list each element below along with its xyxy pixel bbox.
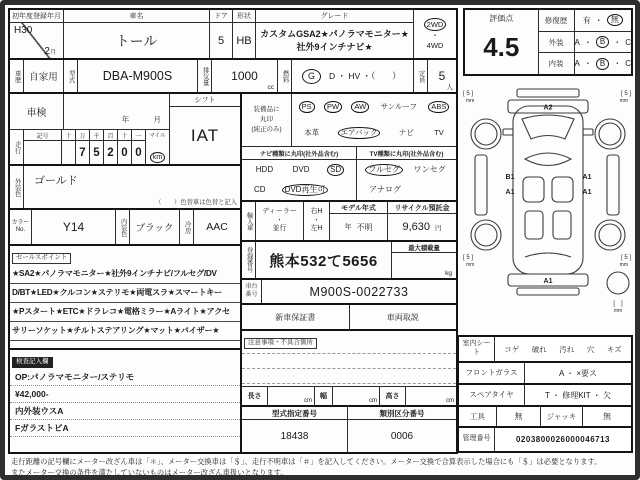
warranty-cell: 新車保証書 [242,305,350,329]
first-registration-label: 初年度登録年月 [10,10,63,23]
equipment-item-pw: PW [324,101,342,113]
condition-table [457,335,633,453]
height-unit: cm [446,398,454,404]
shape-label: 形状 [233,10,255,23]
inspector-notes-label: 検査記入欄 [12,357,53,368]
interior-grade-selected: B [596,58,609,70]
grade-c: C [625,37,631,47]
registration-block [242,242,456,280]
equipment-item-airbag: エアバック [338,127,381,139]
right-mirror [583,129,593,135]
control-number-value: 0203800026000046713 [515,435,611,444]
tv-item-analog: アナログ [369,185,401,194]
import-parallel: 並行 [272,225,287,233]
navi-item-hdd: HDD [255,165,274,174]
damage-mark-right-1: A1 [582,174,592,181]
import-lh: 左H [310,225,323,233]
grade-a: A [574,37,580,47]
navi-item-dvd-play: DVD再生可 [282,184,329,196]
model-year-unit: 年 [344,224,352,231]
footer-note [11,456,635,479]
digit-header: 千 [90,130,103,141]
digit-header: 百 [104,130,117,141]
sales-points [10,246,240,350]
repair-yes: 有 [582,15,591,25]
damage-mark-front: A2 [543,104,553,112]
shape-value: HB [236,34,252,47]
repair-history-row [539,10,631,32]
tread-depth-rl: [ 5 ] [463,255,474,261]
equipment-item-aw: AW [351,101,369,113]
dimensions-row [242,387,456,407]
digit-header: 十 [62,130,75,141]
damage-mark-right-2: A1 [582,189,592,196]
equipment-item-leather: 本革 [304,128,320,138]
sales-line: ★SA2★パノラマモニター★社外9インチナビ/フルセグ/DV [10,265,240,284]
windshield-row [459,363,631,385]
digit-value: 5 [93,146,100,159]
capacity-label: 定員 [414,60,428,92]
car-name-cell [64,10,210,58]
displacement-unit: cc [267,84,274,91]
tread-unit: mm [466,262,475,268]
equipment-label: 丸印 [260,116,273,124]
seat-opt-tear: 破れ [531,344,547,354]
spare-tire-value: T ・ 修理KIT ・ 欠 [545,390,611,400]
door-cell [210,10,233,58]
tread-unit: mm [619,262,628,268]
mileage-sign-value [24,141,61,164]
equipment-block [242,94,456,147]
interior-grade-row [539,53,631,74]
tv-item-oneseg: ワンセグ [413,165,446,174]
shape-cell [233,10,256,58]
mile-unit: マイル [149,133,166,139]
shaken-row [10,94,169,130]
rating-table [463,8,633,76]
navi-item-cd: CD [254,185,266,194]
km-unit-mark: km [150,152,165,163]
length-unit: cm [304,398,312,404]
spare-tire [607,272,629,294]
grade-value: カスタムGSA2★パノラマモニター★社外9インチナビ★ [260,29,409,52]
shaken-year-unit: 年 [121,115,130,124]
height-label: 高さ [380,387,406,405]
first-registration-cell [10,10,64,58]
documents-row [242,305,456,331]
dot: ・ [613,37,622,47]
exterior-color-value: ゴールド [34,175,78,187]
sales-line: サリーソケット★チルトステアリング★マット★バイザー★ [10,322,240,341]
shift-value: IAT [190,125,220,145]
digit-value [62,141,75,164]
max-load-header: 最大積載量 [392,242,456,253]
note-line [242,383,456,384]
main-table [8,8,458,454]
tools-row [459,407,631,428]
digit-value: 7 [79,146,86,159]
inspector-line: OP:パノラマモニター/ステリモ [10,369,240,386]
max-load-unit: kg [445,270,452,277]
model-year-header: モデル年式 [330,202,387,214]
grade-c: C [625,59,631,69]
rear-seat-right [553,211,571,239]
capacity-value: 5 [438,69,446,83]
tread-unit: mm [619,98,628,104]
front-seat-left [523,177,544,202]
exterior-grade-selected: B [596,36,609,48]
sales-points-label: セールスポイント [12,253,71,264]
digit-value: 0 [121,146,128,159]
chassis-number: M900S-0022733 [309,284,409,299]
reg-month: 2 [44,46,50,57]
capacity-cell [428,60,456,92]
car-name-label: 車名 [64,10,209,23]
door-label: ドア [210,10,232,23]
damage-mark-rear: A1 [543,278,553,285]
displacement-label: 排気量 [198,60,212,92]
exterior-color-row [10,166,240,210]
header-row [10,10,456,60]
spec-row [10,60,456,94]
fuel-gasoline-mark: G [302,69,321,84]
shaken-value [64,94,169,129]
note-line [242,353,456,354]
class-number-value: 0006 [390,430,414,442]
class-number-header: 類別区分番号 [379,408,425,418]
seat-opt-hole: 穴 [586,344,595,354]
color-row [10,210,240,246]
recycle-fee-header: リサイクル預託金 [388,202,456,214]
rating-label: 評価点 [489,14,514,23]
digit-value: 2 [107,146,114,159]
left-sill [475,155,487,215]
mileage-sign-header: 記号 [24,130,61,141]
equipment-item-ps: PS [299,101,315,113]
rear-seat-left [525,211,543,239]
repair-no-selected: 無 [607,14,623,26]
equipment-item-tv: TV [434,128,444,138]
inspector-line: 内外装ウスA [10,403,240,420]
digit-value: 0 [135,146,142,159]
import-rh: 右H [310,208,323,216]
ac-label: 冷房 [180,210,194,244]
first-registration-value [10,23,63,58]
drivetrain-dot: ・ [431,31,439,41]
color-no-value: Y14 [32,210,116,244]
rating-value: 4.5 [483,32,520,62]
manual-cell: 車両取説 [386,312,419,322]
repair-history-label: 修復歴 [539,10,575,31]
navi-type-header: ナビ種類に丸印(社外品含む) [242,147,357,159]
tread-depth-fr: [ 5 ] [620,91,631,97]
jack-label: ジャッキ [541,407,583,426]
seat-opt-scratch: キズ [606,344,622,354]
ac-value: AAC [206,221,228,233]
windshield-value: A ・ ×要ス [558,368,597,378]
interior-color-label: 内装色 [116,210,130,244]
type-number-block [242,407,456,452]
navi-item-sd: SD [327,164,344,176]
import-dealer: ディーラー [262,208,297,216]
recycle-fee-unit: 円 [435,224,442,232]
digit-header: 十 [118,130,131,141]
drivetrain-4wd: 4WD [426,40,444,50]
shift-label: シフト [170,94,240,107]
spare-tire-label: スペアタイヤ [459,385,525,405]
inspector-line: FガラストビA [10,420,240,437]
sales-line: D/BT★LED★クルコン★ステリモ★両電スラ★スマートキー [10,284,240,303]
note-line [242,368,456,369]
model-code-value: DBA-M900S [78,60,198,92]
rear-strip [517,288,579,295]
tread-depth-fl: [ 5 ] [463,91,474,97]
grade-cell [256,10,414,58]
shift-cell [170,94,240,164]
color-no-label: カラーNo. [10,210,32,244]
chassis-label: 車台番号 [242,280,262,303]
car-name-value: トール [115,32,158,49]
spare-tread: [ ] [613,301,623,307]
sales-line: ★Pスタート★ETC★ドラレコ★電格ミラー★Aライト★アクセ [10,303,240,322]
inspector-notes [10,350,240,452]
fuel-cell [292,60,414,92]
shaken-month-unit: 月 [153,115,161,124]
history-value: 自家用 [24,60,64,92]
equipment-label: (純正のみ) [251,125,282,133]
right-sill [607,155,619,215]
model-spec-number-header: 型式指定番号 [242,407,348,419]
tread-unit: mm [466,98,475,104]
chassis-row [242,280,456,305]
displacement-cell [212,60,278,92]
import-dot: ・ [276,216,283,224]
grade-a: A [574,59,580,69]
exterior-grade-row [539,32,631,54]
tv-type-header: TV種類に丸印(社外品含む) [369,150,444,158]
registration-number: 熊本532て5656 [256,242,392,278]
control-number-label: 管理番号 [459,428,495,451]
history-label: 車歴 [10,60,24,92]
front-seat-right [552,177,573,202]
dot: ・ [583,37,592,47]
door-value: 5 [217,34,225,47]
tools-label: 工具 [459,407,497,426]
dot: ・ [613,59,622,69]
defect-notes-label: 注意事項・不具合箇所 [244,338,317,349]
damage-mark-left-1: B1 [505,174,515,181]
length-label: 長さ [242,387,268,405]
exterior-color-note: （ ）色替車は色替と記入 [155,199,237,206]
dashboard [525,153,571,166]
drivetrain-cell [414,10,456,58]
car-damage-diagram [461,77,633,333]
exterior-grade-label: 外装 [539,32,575,53]
footer-line-1: 走行距離の記号欄にメーター改ざん車は「＊」、メーター交換車は「＄」、走行不明車は「＃」を記入してください。メーター交換で合算表示した場合にも「＄」は必要となります。 [11,457,602,466]
grade-label: グレード [256,10,413,23]
jack-value: 無 [603,412,611,421]
roof-strip [517,89,579,97]
rear-window [525,253,571,257]
dot: ・ [594,15,603,25]
recycle-fee-value: 9,630 [402,221,431,233]
mileage-label: 走行 [10,130,24,164]
import-label: 輸入車 [242,202,256,240]
seat-label: 室内シート [459,337,495,361]
capacity-unit: 人 [446,84,453,91]
registration-label: 登録番号 [242,242,256,278]
fuel-label: 燃料 [278,60,292,92]
tv-item-fullseg: フルセグ [365,164,403,176]
seat-opt-burn: コゲ [504,344,520,354]
import-block [242,202,456,242]
displacement-value: 1000 [231,69,258,83]
drivetrain-2wd: 2WD [424,18,447,32]
control-number-row [459,428,631,451]
navi-item-dvd: DVD [292,165,310,174]
width-unit: cm [369,398,377,404]
defect-notes-block [242,331,456,387]
equipment-label: 装備品に [253,106,280,114]
left-mirror [503,129,513,135]
digit-header: 一 [132,130,145,141]
tread-depth-rr: [ 5 ] [620,255,631,261]
seat-opt-stain: 汚れ [559,344,575,354]
damage-mark-left-2: A1 [505,189,515,196]
mileage-row [10,130,169,164]
reg-month-unit: 月 [49,50,56,56]
navi-tv-block [242,147,456,202]
footer-line-2: またメーター交換の条件を満たしていないものはメーター改ざん車扱いとなります。 [11,468,288,478]
model-code-label: 型式 [64,60,78,92]
seat-condition-row [459,337,631,363]
inspector-line: ¥42,000- [10,386,240,403]
reg-era: H30 [14,25,33,36]
spare-tire-row [459,385,631,407]
windshield [522,115,574,139]
equipment-item-sunroof: サンルーフ [380,102,418,112]
equipment-item-abs: ABS [428,101,449,113]
model-year-value: 不明 [356,222,373,232]
digit-header: 万 [76,130,89,141]
interior-grade-label: 内装 [539,53,575,74]
dot: ・ [583,59,592,69]
windshield-label: フロントガラス [459,363,525,383]
tread-unit: mm [613,308,623,314]
interior-color-value: ブラック [130,210,180,244]
import-dot: ・ [313,216,320,224]
shaken-label: 車検 [10,94,64,129]
tools-value: 無 [497,407,541,426]
width-label: 幅 [315,387,333,405]
model-spec-number-value: 18438 [242,420,348,452]
equipment-item-navi: ナビ [398,128,414,138]
exterior-color-label: 外装色 [10,166,24,208]
fuel-options: D ・ HV ・（ ） [329,71,401,81]
